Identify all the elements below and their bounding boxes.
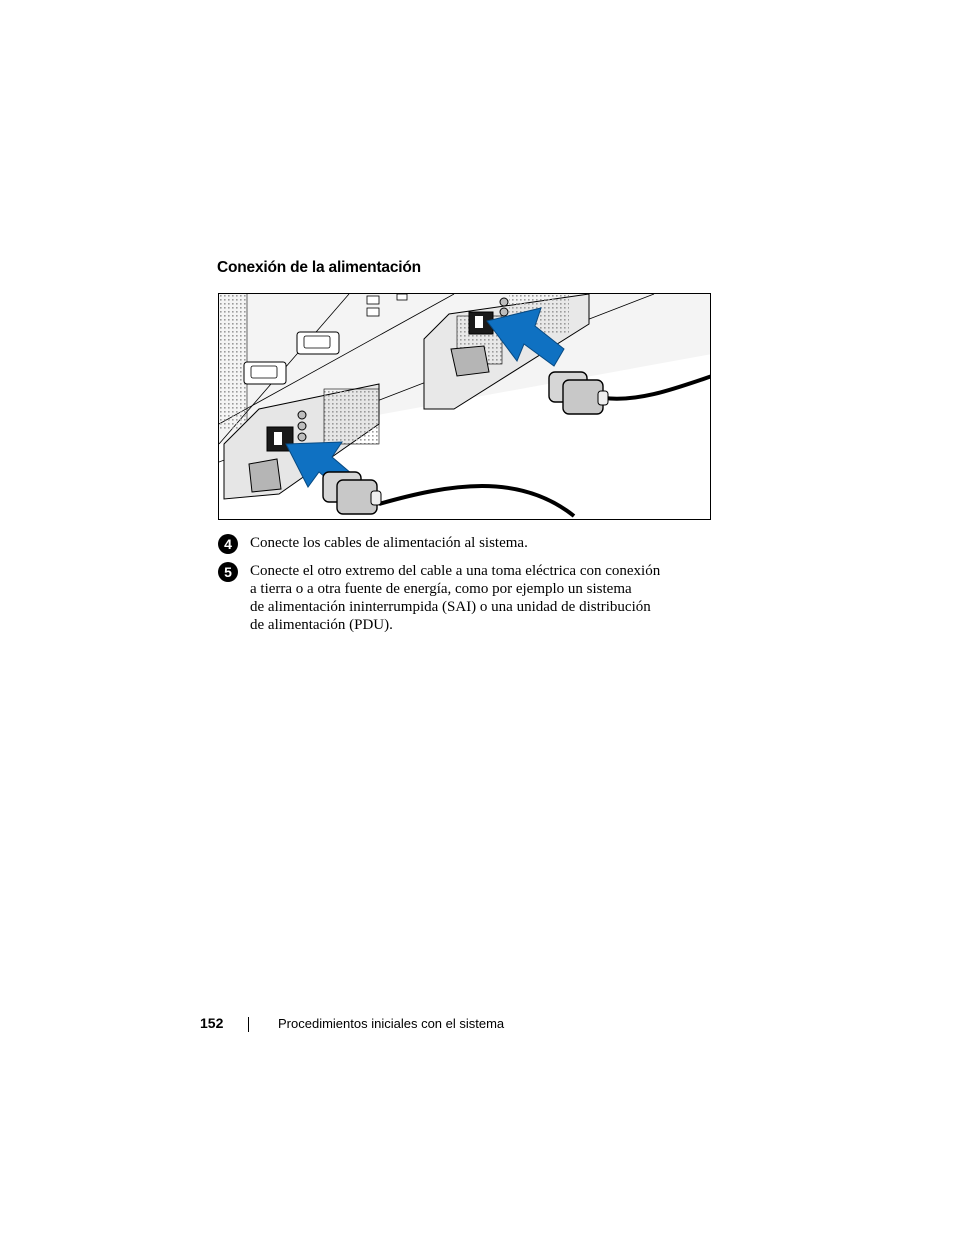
power-cable-lower	[379, 486, 574, 516]
step-text: Conecte el otro extremo del cable a una toma eléctrica con conexión a tierra o a otra fuente de energía, como por ejemplo un sistema de alimentación ininterrumpida (SAI) o una unidad de distribución de alimentación (PDU).	[250, 563, 661, 633]
footer-chapter-title: Procedimientos iniciales con el sistema	[278, 1016, 505, 1031]
power-plug-upper	[549, 372, 608, 414]
power-cable-upper	[604, 376, 711, 399]
step-text: Conecte los cables de alimentación al sistema.	[250, 535, 528, 551]
server-rear-drawing	[219, 294, 711, 520]
page-footer	[0, 1015, 954, 1035]
psu-handle-lower	[249, 459, 281, 492]
step-number-badge: 4	[218, 534, 238, 554]
footer-divider	[248, 1017, 249, 1032]
step-number-badge: 5	[218, 562, 238, 582]
power-plug-lower	[323, 472, 381, 514]
serial-port	[244, 362, 286, 384]
vga-port	[297, 332, 339, 354]
page-number: 152	[200, 1015, 224, 1031]
vent-grille-left	[219, 294, 247, 429]
section-heading: Conexión de la alimentación	[217, 259, 421, 276]
psu-handle-upper	[451, 346, 489, 376]
power-connection-illustration	[218, 293, 711, 520]
